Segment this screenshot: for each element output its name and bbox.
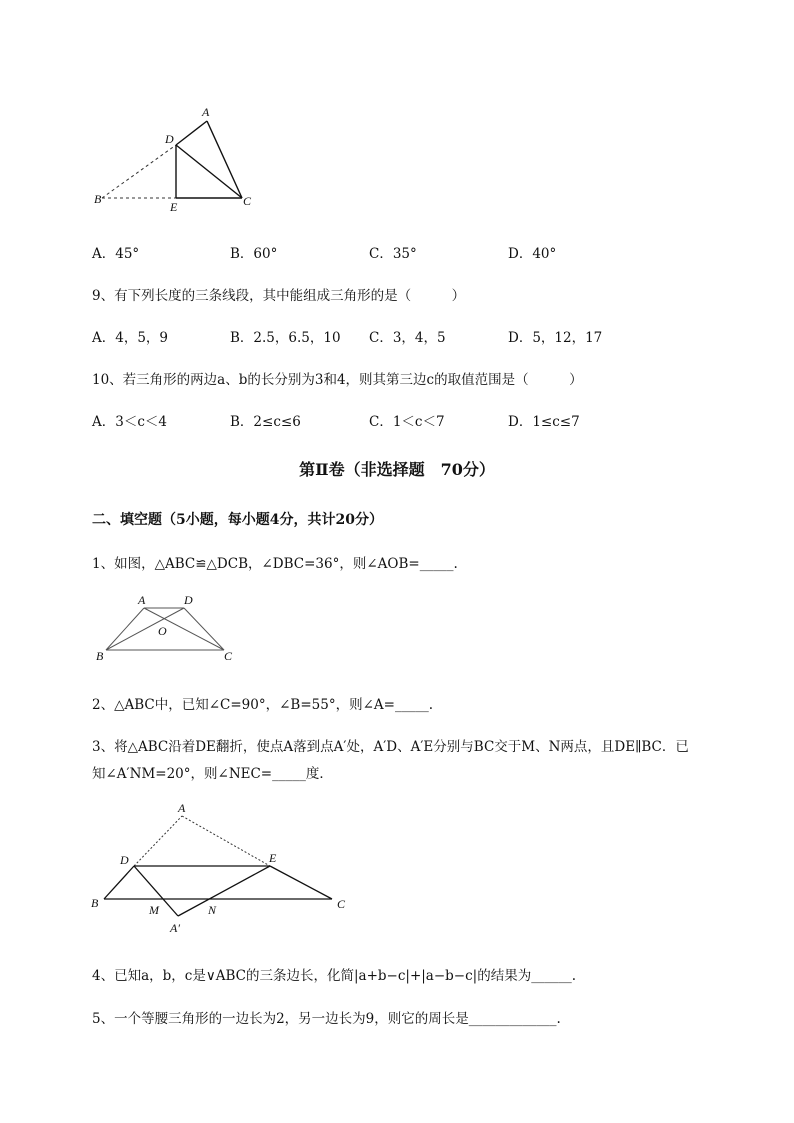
dashed-bd [102, 145, 176, 198]
q8-option-c: C．35° [369, 246, 417, 262]
segment-ac [144, 608, 224, 650]
segment-da [176, 121, 207, 145]
segment-ac [207, 121, 242, 198]
q9-option-b: B．2.5，6.5，10 [230, 330, 341, 346]
fill4-stem: 4、已知a，b，c是∨ABC的三条边长，化简|a+b−c|+|a−b−c|的结果为______. [92, 968, 577, 984]
q10-stem: 10、若三角形的两边a、b的长分别为3和4，则其第三边c的取值范围是（ ） [92, 372, 583, 388]
q10-option-a: A．3＜c＜4 [92, 414, 167, 430]
fill1-stem: 1、如图，△ABC≌△DCB，∠DBC=36°，则∠AOB=_____. [92, 556, 458, 572]
label-d: D [165, 132, 174, 146]
q9-stem: 9、有下列长度的三条线段，其中能组成三角形的是（ ） [92, 288, 466, 304]
fill2-stem: 2、△ABC中，已知∠C=90°，∠B=55°，则∠A=_____. [92, 697, 433, 713]
label-o: O [158, 624, 167, 638]
section2-header: 二、填空题（5小题，每小题4分，共计20分） [92, 512, 383, 528]
label-a: A [138, 593, 146, 607]
label-b: B [91, 896, 99, 910]
label-b: B [96, 649, 104, 663]
label-e: E [170, 200, 178, 214]
fill1-figure [92, 590, 242, 670]
label-c: C [337, 897, 346, 911]
fill3-line1: 3、将△ABC沿着DE翻折，使点A落到点A′处，A′D、A′E分别与BC交于M、N两点，且DE∥BC．已 [92, 739, 689, 755]
dashed-ae [182, 816, 270, 866]
q9-option-c: C．3，4，5 [369, 330, 446, 346]
label-c: C [224, 649, 233, 663]
label-n: N [208, 903, 217, 917]
segment-dc [184, 608, 224, 650]
segment-a2e [178, 866, 270, 916]
label-d: D [184, 593, 193, 607]
q10-option-d: D．1≤c≤7 [508, 414, 580, 430]
label-a: A [202, 105, 210, 119]
label-c: C [243, 194, 252, 208]
q10-option-c: C．1＜c＜7 [369, 414, 445, 430]
q8-figure [90, 100, 270, 220]
q9-option-a: A．4，5，9 [92, 330, 169, 346]
segment-bd [104, 866, 134, 899]
fill5-stem: 5、一个等腰三角形的一边长为2，另一边长为9，则它的周长是_____________. [92, 1011, 561, 1027]
q8-option-d: D．40° [508, 246, 557, 262]
label-m: M [149, 903, 159, 917]
label-b: B [94, 192, 102, 206]
q8-option-a: A．45° [92, 246, 140, 262]
label-a-prime: A′ [170, 921, 180, 935]
segment-ec [270, 866, 332, 899]
q10-option-b: B．2≤c≤6 [230, 414, 301, 430]
segment-bd [106, 608, 184, 650]
label-d: D [120, 853, 129, 867]
label-e: E [269, 851, 277, 865]
label-a: A [178, 801, 186, 815]
q9-option-d: D．5，12，17 [508, 330, 603, 346]
fill3-figure [88, 798, 368, 943]
segment-dc [176, 145, 242, 198]
fill3-line2: 知∠A′NM=20°，则∠NEC=_____度． [92, 766, 333, 782]
part2-title: 第Ⅱ卷（非选择题 70分） [299, 460, 495, 479]
q8-option-b: B．60° [230, 246, 278, 262]
segment-ba [106, 608, 144, 650]
dashed-da [134, 816, 182, 866]
